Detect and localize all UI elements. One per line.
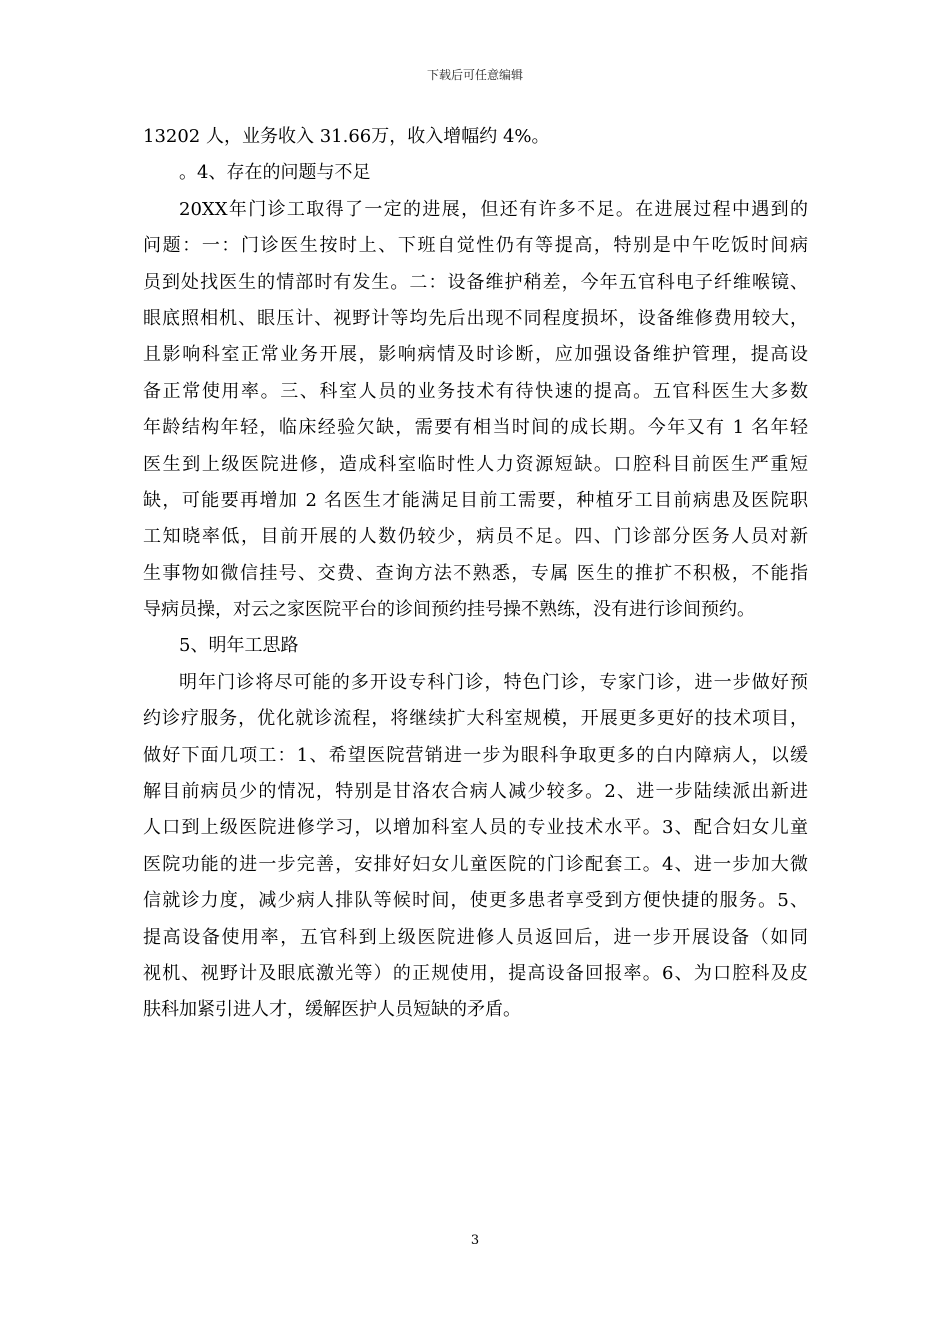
paragraph-line: 20XX年门诊工取得了一定的进展，但还有许多不足。在进展过程中遇到的: [179, 198, 808, 220]
paragraph-line: 视机、视野计及眼底激光等）的正规使用，提高设备回报率。6、为口腔科及皮: [143, 962, 808, 984]
section-heading: 5、明年工思路: [179, 635, 299, 657]
paragraph-line: 医生到上级医院进修，造成科室临时性人力资源短缺。口腔科目前医生严重短: [143, 453, 808, 475]
paragraph-line: 明年门诊将尽可能的多开设专科门诊，特色门诊，专家门诊，进一步做好预: [179, 671, 808, 693]
paragraph-line: 提高设备使用率，五官科到上级医院进修人员返回后，进一步开展设备（如同: [143, 926, 808, 948]
paragraph-line: 解目前病员少的情况，特别是甘洛农合病人减少较多。2、进一步陆续派出新进: [143, 781, 808, 803]
paragraph-line: 工知晓率低，目前开展的人数仍较少，病员不足。四、门诊部分医务人员对新: [143, 526, 808, 548]
paragraph-line: 人口到上级医院进修学习，以增加科室人员的专业技术水平。3、配合妇女儿童: [143, 817, 808, 839]
paragraph-line: 生事物如微信挂号、交费、查询方法不熟悉，专属 医生的推扩不积极，不能指: [143, 562, 808, 584]
paragraph-line: 且影响科室正常业务开展，影响病情及时诊断，应加强设备维护管理，提高设: [143, 344, 808, 366]
paragraph-line: 缺，可能要再增加 2 名医生才能满足目前工需要，种植牙工目前病患及医院职: [143, 489, 808, 511]
paragraph-line: 肤科加紧引进人才，缓解医护人员短缺的矛盾。: [143, 999, 521, 1021]
paragraph-line: 员到处找医生的情部时有发生。二：设备维护稍差，今年五官科电子纤维喉镜、: [143, 271, 808, 293]
paragraph-line: 医院功能的进一步完善，安排好妇女儿童医院的门诊配套工。4、进一步加大微: [143, 853, 808, 875]
section-heading: 。4、存在的问题与不足: [179, 162, 371, 184]
page-header: 下载后可任意编辑: [426, 68, 523, 82]
paragraph-line: 导病员操，对云之家医院平台的诊间预约挂号操不熟练，没有进行诊间预约。: [143, 599, 755, 621]
paragraph-line: 做好下面几项工：1、希望医院营销进一步为眼科争取更多的白内障病人，以缓: [143, 744, 808, 766]
paragraph-line: 年龄结构年轻，临床经验欠缺，需要有相当时间的成长期。今年又有 1 名年轻: [143, 417, 808, 439]
paragraph-line: 13202 人，业务收入 31.66万，收入增幅约 4%。: [143, 126, 550, 147]
paragraph-line: 约诊疗服务，优化就诊流程，将继续扩大科室规模，开展更多更好的技术项目，: [143, 708, 808, 730]
paragraph-line: 信就诊力度，减少病人排队等候时间，使更多患者享受到方便快捷的服务。5、: [143, 890, 808, 912]
paragraph-line: 眼底照相机、眼压计、视野计等均先后出现不同程度损坏，设备维修费用较大，: [143, 307, 808, 329]
page-number: 3: [470, 1233, 480, 1248]
paragraph-line: 备正常使用率。三、科室人员的业务技术有待快速的提高。五官科医生大多数: [143, 380, 808, 402]
document-body: [143, 119, 808, 1029]
paragraph-line: 问题：一：门诊医生按时上、下班自觉性仍有等提高，特别是中午吃饭时间病: [143, 235, 808, 257]
